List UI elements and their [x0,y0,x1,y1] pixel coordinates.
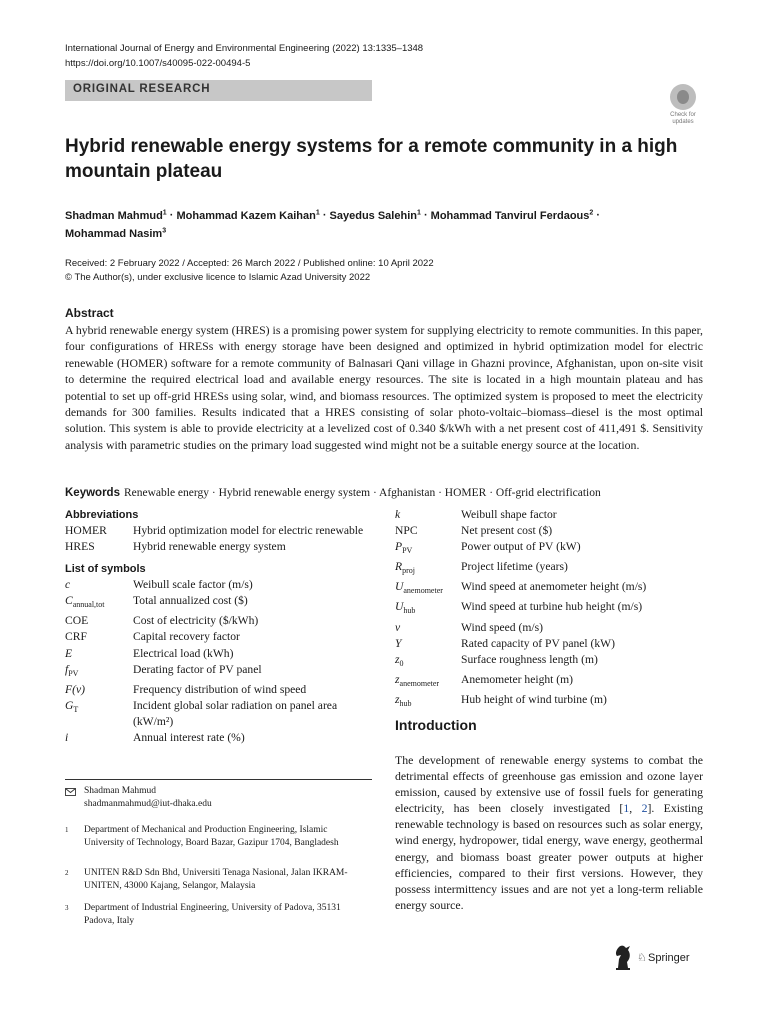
publisher-name: Springer [648,952,690,964]
article-type-banner [65,80,372,101]
introduction-text: The development of renewable energy systems to combat the detrimental effects of greenhouse gas emission and ozone layer emission, caused by extensive use of fossil fuels for generating electricity, has been closely investigated [1, 2]. Existing renewable technology is based on resources such as solar energy, wind energy, hydropower, tidal energy, wave energy, geothermal energy, and biomass boast greater power outputs at higher efficiencies, compared to their first versions. However, they possess intermittency issues and are not yet a long-term reliable energy source. [395,753,704,912]
abbreviation-row [65,523,372,539]
definition: Wind speed at turbine hub height (m/s) [461,600,643,614]
symbol-row [65,662,372,682]
author-separator: · [420,209,431,222]
history-dates: Received: 2 February 2022 / Accepted: 26 March 2022 / Published online: 10 April 2022 [65,258,434,269]
symbol: k [395,508,401,521]
abbreviation-row [65,539,372,555]
author[interactable]: Sayedus Salehin$^1$ [329,209,421,222]
symbol: CRF [65,630,87,644]
symbol: E [65,646,73,660]
springer-horse-icon: ♘ [637,952,647,964]
symbol-row [395,559,705,579]
abbreviations-section [65,507,372,746]
symbol: $U_{hub}$ [395,600,416,616]
definition: Hub height of wind turbine (m) [461,692,607,706]
keywords [65,485,705,501]
citation-link[interactable]: 2 [641,801,648,816]
symbol-row [65,698,372,730]
author-separator: · [593,209,601,222]
doi-link[interactable]: https://doi.org/10.1007/s40095-022-00494-5 [65,58,251,69]
symbol-row [395,692,705,712]
symbol: F(v) [65,682,85,696]
definition: Electrical load (kWh) [133,646,234,660]
badge-text: Check for updates [670,112,696,125]
author[interactable]: Mohammad Kazem Kaihan$^1$ [176,209,320,222]
introduction-heading: Introduction [395,717,477,733]
abstract-heading: Abstract [65,306,114,320]
definition: Rated capacity of PV panel (kW) [461,636,615,650]
author[interactable]: Mohammad Tanvirul Ferdaous$^2$ [430,209,594,222]
symbol: Y [395,636,402,650]
keywords-label: Keywords [65,487,120,499]
definition: Project lifetime (years) [461,560,568,574]
check-for-updates-badge[interactable] [663,84,703,125]
footnote-rule [65,779,372,780]
symbol-row [395,523,705,539]
symbols-heading: List of symbols [65,563,146,576]
affiliation-3: 3 Department of Industrial Engineering, University of Padova, 35131 Padova, Italy [65,903,341,927]
definition: Surface roughness length (m) [461,652,598,666]
check-updates-icon [670,84,696,110]
symbol: NPC [395,524,418,538]
definition: Frequency distribution of wind speed [133,682,307,696]
symbol: $z_{hub}$ [395,692,412,708]
symbol-row [395,636,705,652]
corresponding-author: Shadman Mahmud [84,786,157,796]
publisher-logo [612,942,706,972]
symbol: $R_{proj}$ [395,560,415,576]
symbol-row [395,672,705,692]
definition: Capital recovery factor [133,630,240,644]
symbol: $z_{anemometer}$ [395,672,440,688]
definition: Derating factor of PV panel [133,662,262,676]
symbol: v [395,620,401,634]
copyright: © The Author(s), under exclusive licence to Islamic Azad University 2022 [65,272,371,283]
definition: Hybrid renewable energy system [133,540,286,554]
symbol: $C_{annual,tot}$ [65,594,105,610]
author[interactable]: Mohammad Nasim$^3$ [65,227,167,241]
author-separator: · [166,209,177,222]
symbol: $f_{PV}$ [65,662,79,678]
definition: Net present cost ($) [461,524,553,538]
affiliation-1: 1 Department of Mechanical and Production Engineering, Islamic University of Technology, Board Bazar, Gazipur 1704, Bangladesh [65,825,339,849]
symbol-row [65,646,372,662]
symbol-row [65,629,372,645]
symbol-row [65,730,372,746]
symbol: $z_0$ [395,652,404,668]
definition: Annual interest rate (%) [133,731,245,745]
abstract-text: A hybrid renewable energy system (HRES) is a promising power system for supplying electricity to remote communities. In this paper, four configurations of HRESs with energy storage have been designed and optimized in hybrid optimization model for electric renewable (HOMER) software for a remote community of Balnasari Qani village in Ghazni province, Afghanistan, upon on-site visit to determine the required electrical load and available energy resources. The site is located in a high mountain plateau and has potential to set up off-grid HRESs using solar, wind, and biomass resources. The optimized system is proposed to meet the electricity demands for 300 families. Results indicated that a HRES consisting of solar photo-voltaic–biomass–diesel is the most optimal solution. This system is able to provide electricity at a levelized cost of 0.340 $/kWh with a net present cost of 411,491 $. Sensitivity analysis with parametric studies on the primary load suggested wind might not be a suitable energy source at the location. [65,323,703,452]
author-separator: · [319,209,330,222]
correspondence-note [65,785,372,811]
author[interactable]: Shadman Mahmud$^1$ [65,209,167,222]
abbreviations-heading: Abbreviations [65,509,139,521]
definition: Wind speed at anemometer height (m/s) [461,580,647,594]
publication-dates [65,257,434,285]
symbol: $G_T$ [65,698,79,714]
symbol: $U_{anemometer}$ [395,580,443,596]
definition: Incident global solar radiation on panel area (kW/m²) [133,698,338,728]
symbol-row [65,613,372,629]
definition: Total annualized cost ($) [133,594,248,608]
definition: Wind speed (m/s) [461,620,543,634]
author-list [65,205,705,242]
symbol: c [65,578,71,592]
journal-header [65,41,423,71]
definition: Cost of electricity ($/kWh) [133,614,259,628]
symbol-row [395,579,705,599]
definition: Hybrid optimization model for electric renewable [133,524,364,537]
definition: Anemometer height (m) [461,672,574,686]
symbol-row [65,593,372,613]
symbol-row [395,539,705,559]
symbol: $P_{PV}$ [395,540,413,556]
definition: Power output of PV (kW) [461,540,581,554]
symbol-row [65,682,372,698]
symbol: HOMER [65,524,107,537]
definition: Weibull scale factor (m/s) [133,578,253,592]
corresponding-email[interactable]: shadmanmahmud@iut-dhaka.edu [84,799,212,810]
symbol-row [395,507,705,523]
symbol-row [65,577,372,593]
symbol-row [395,652,705,672]
affiliation-2: 2 UNITEN R&D Sdn Bhd, Universiti Tenaga Nasional, Jalan IKRAM-UNITEN, 43000 Kajang, Selangor, Malaysia [65,868,348,892]
citation-link[interactable]: 1 [623,801,630,816]
symbol-row [395,599,705,619]
symbol: COE [65,614,89,628]
springer-chess-knight-icon [612,942,634,970]
journal-citation: International Journal of Energy and Environmental Engineering (2022) 13:1335–1348 [65,43,424,54]
symbol-row [395,620,705,636]
envelope-icon [65,785,76,801]
definition: Weibull shape factor [461,508,557,521]
keywords-text: Renewable energy · Hybrid renewable energy system · Afghanistan · HOMER · Off-grid electrification [123,487,601,499]
article-type-label: ORIGINAL RESEARCH [73,83,211,95]
symbol: i [65,731,69,745]
article-title: Hybrid renewable energy systems for a remote community in a high mountain plateau [65,136,678,182]
symbols-list-continued [395,507,705,712]
symbol: HRES [65,540,95,554]
